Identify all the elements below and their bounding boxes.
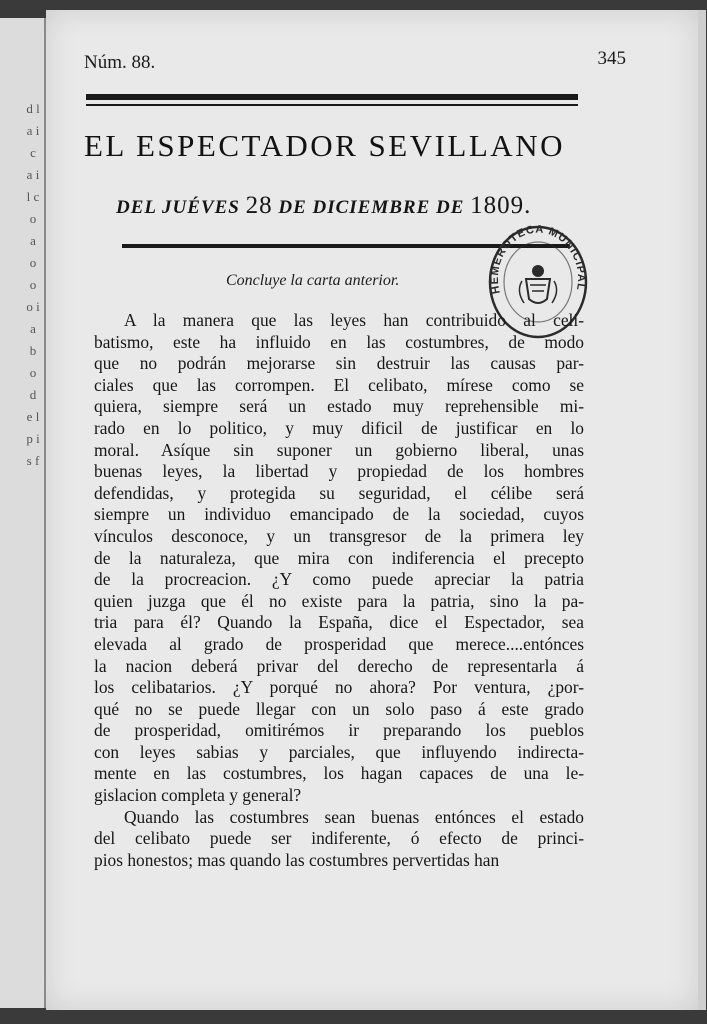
body-line: gislacion completa y general?: [94, 785, 302, 806]
body-line: Quando las costumbres sean buenas entónces el estado: [124, 806, 584, 827]
body-line: mente en las costumbres, los hagan capaces de una le-: [94, 763, 584, 784]
body-line: batismo, este ha influido en las costumbres, de modo: [94, 331, 584, 352]
body-line: de la procreacion. ¿Y como puede apreciar la patria: [94, 569, 584, 590]
body-line: tria para él? Quando la España, dice el Espectador, sea: [94, 612, 584, 633]
body-line: qué no se puede llegar con un solo paso á este grado: [94, 698, 584, 719]
facing-page-edge: [0, 18, 46, 1008]
body-line: A la manera que las leyes han contribuido al celi-: [124, 310, 584, 330]
body-line: que no podrán mejorarse sin destruir las causas par-: [94, 353, 584, 374]
newspaper-page: [46, 10, 698, 1010]
body-line: buenas leyes, la libertad y propiedad de los hombres: [94, 461, 584, 482]
article-body: [94, 310, 584, 871]
body-line: ciales que las corrompen. El celibato, mírese como se: [94, 374, 584, 395]
body-line: rado en lo politico, y muy dificil de justificar en lo: [94, 417, 584, 438]
body-line: defendidas, y protegida su seguridad, el célibe será: [94, 482, 584, 503]
stamp-text: HEMEROTECA MUNICIPAL: [488, 223, 588, 295]
article-subtitle: Concluye la carta anterior.: [226, 272, 400, 289]
date-middle: DE DICIEMBRE DE: [278, 197, 465, 218]
body-line: siempre un individuo emancipado de la sociedad, cuyos: [94, 504, 584, 525]
body-line: quiera, siempre será un estado muy reprehensible mi-: [94, 396, 584, 417]
body-line: de la naturaleza, que mira con indiferencia el precepto: [94, 547, 584, 568]
date-year: 1809.: [470, 192, 532, 219]
body-line: de prosperidad, omitirémos ir preparando los pueblos: [94, 720, 584, 741]
masthead-title: EL ESPECTADOR SEVILLANO: [84, 128, 565, 163]
page-edge-shadow: [698, 10, 706, 1010]
body-line: los celibatarios. ¿Y porqué no ahora? Por ventura, ¿por-: [94, 677, 584, 698]
date-prefix: DEL JUÉVES: [116, 197, 240, 218]
body-line: quien juzga que él no existe para la patria, sino la pa-: [94, 590, 584, 611]
date-day: 28: [245, 192, 273, 219]
body-line: la nacion deberá privar del derecho de representarla á: [94, 655, 584, 676]
body-line: elevada al grado de prosperidad que merece....entónces: [94, 633, 584, 654]
issue-number: Núm. 88.: [84, 52, 156, 73]
header-double-rule: [86, 94, 578, 108]
body-line: moral. Asíque sin suponer un gobierno liberal, unas: [94, 439, 584, 460]
page-number: 345: [597, 48, 626, 69]
body-line: del celibato puede ser indiferente, ó efecto de princi-: [94, 828, 584, 849]
body-line: con leyes sabias y parciales, que influyendo indirecta-: [94, 741, 584, 762]
dateline: [116, 192, 586, 220]
body-line: vínculos desconoce, y un transgresor de la primera ley: [94, 525, 584, 546]
body-line: pios honestos; mas quando las costumbres pervertidas han: [94, 849, 500, 870]
facing-page-text-fragments: d l a i c a i l c o a o o o i a b o d e l p i s f: [26, 101, 40, 468]
